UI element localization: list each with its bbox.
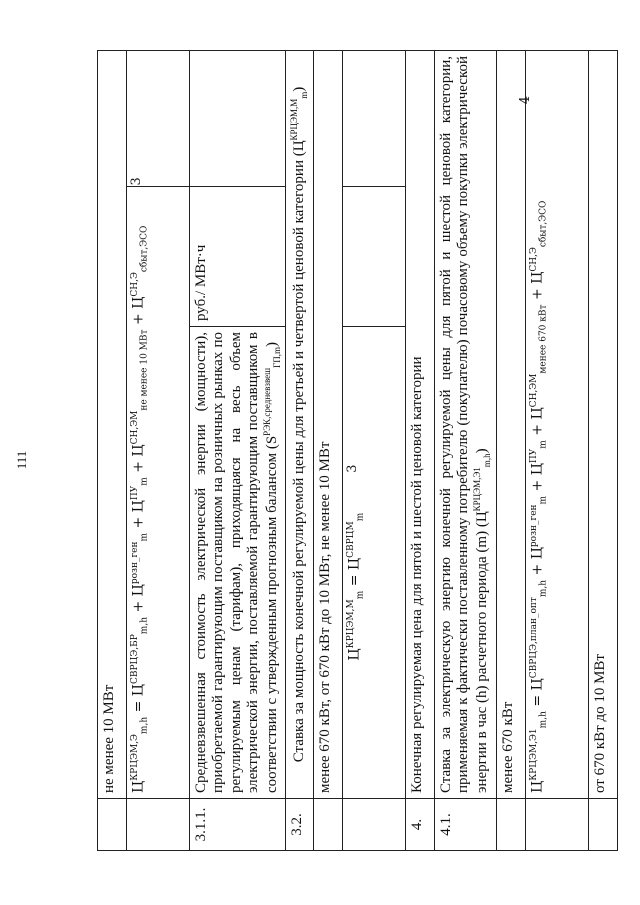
num-cell [127, 799, 190, 851]
source-cell [127, 50, 190, 186]
num-cell [313, 799, 342, 851]
num-cell [525, 799, 588, 851]
table-row [434, 50, 496, 850]
table-row [342, 50, 405, 850]
table-row [313, 50, 342, 850]
row-description: Конечная регулируемая цена для пятой и шестой ценовой категории [405, 50, 434, 798]
rotated-table-wrapper [97, 51, 608, 851]
table-row [190, 50, 286, 850]
table-row [286, 50, 313, 850]
num-cell [496, 799, 525, 851]
unit-cell [342, 187, 405, 327]
row-number: 4. [405, 799, 434, 851]
row-description: Ставка за электрическую энергию конечной регулируемой цены для пятой и шестой ценовой категории, применяемая к фактически поставленному потребителю (покупателю) почасовому объему покупки электрической энергии в час (h) расчетного периода (m) $(Ц^{КРЦЭМ,Э1}_{m,h})$ [434, 50, 496, 798]
subheading-670kw-10mw: от 670 кВт до 10 МВт [588, 50, 617, 798]
formula-krcem-e: $Ц^{КРЦЭМ,Э}_{m,h} = Ц^{СВРЦЭ,БР}_{m,h} + Ц^{розн\_ген}_m + Ц^{ПУ}_m + Ц^{СН,ЭМ}_{не менее 10 МВт} + Ц^{СН,Э}_{сбыт,ЭСО}3$ [127, 187, 190, 799]
table-row [405, 50, 434, 850]
num-cell [588, 799, 617, 851]
formula-krcem-m: $Ц^{КРЦЭМ,М}_m = Ц^{СВРЦМ}_m3$ [342, 327, 405, 799]
row-number: 4.1. [434, 799, 496, 851]
row-description: Средневзвешенная стоимость электрической энергии (мощности), приобретаемой гарантирующим поставщиком на розничных рынках по регулируемым ценам (тарифам), приходящаяся на весь объем электрической энергии, поставляемой гарантирующим поставщиком в соответствии с утвержденным прогнозным балансом $(S^{РЭК,средневзвеш}_{ГП,m})$ [190, 327, 286, 799]
formula-krcem-e1: 4 $Ц^{КРЦЭМ,Э1}_{m,h} = Ц^{СВРЦЭ,план\_опт}_{m,h} + Ц^{розн\_ген}_m + Ц^{ПУ}_m + Ц^{СН,ЭМ}_{менее 670 кВт} + Ц^{СН,Э}_{сбыт,ЭСО}$ [525, 50, 588, 798]
page-number: 111 [14, 450, 29, 470]
num-cell [98, 799, 127, 851]
formula-ref: 4 [517, 95, 533, 105]
row-number: 3.2. [286, 799, 313, 851]
table-row [496, 50, 525, 850]
subheading-not-less-10mw: не менее 10 МВт [98, 50, 127, 798]
num-cell [342, 799, 405, 851]
subheading-less-670kw: менее 670 кВт [496, 50, 525, 798]
table-row [98, 50, 127, 850]
formula-ref: 3 [129, 177, 144, 186]
row-description: Ставка за мощность конечной регулируемой цены для третьей и четвертой ценовой категории $(Ц^{КРЦЭМ,М}_m)$ [286, 50, 313, 798]
table-row [588, 50, 617, 850]
table-row [127, 50, 190, 850]
row-number: 3.1.1. [190, 799, 286, 851]
formula-ref: 3 [344, 464, 360, 473]
source-cell [342, 50, 405, 186]
unit-cell: руб./ МВт·ч [190, 187, 286, 327]
source-cell [190, 50, 286, 186]
subheading-all-capacities: менее 670 кВт, от 670 кВт до 10 МВт, не менее 10 МВт [313, 50, 342, 798]
tariff-table [97, 50, 618, 851]
table-row [525, 50, 588, 850]
